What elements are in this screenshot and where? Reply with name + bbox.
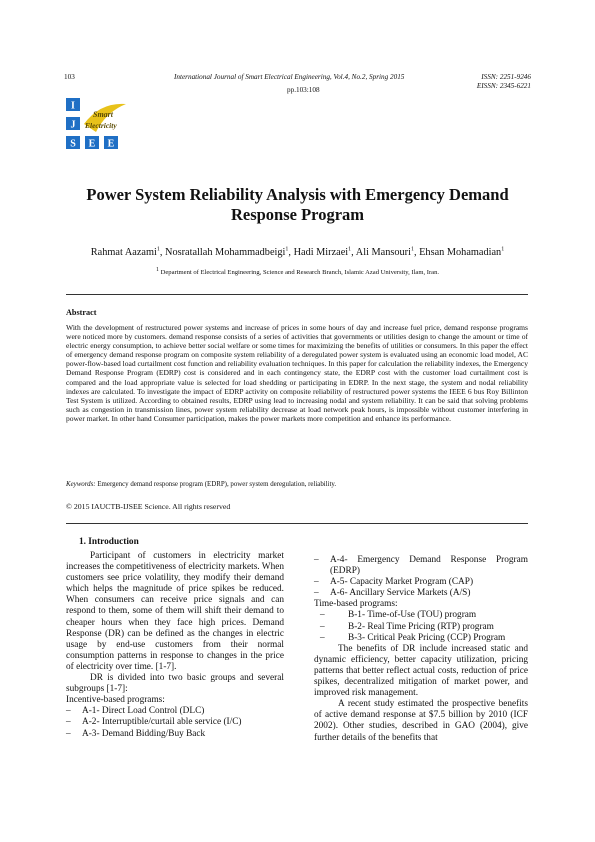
page-number: 103	[64, 73, 75, 81]
author-sup: 1	[156, 246, 160, 253]
page-range: pp.103:108	[287, 86, 320, 94]
author: Ehsan Mohamadian	[419, 247, 502, 258]
list-item	[314, 588, 528, 599]
author-sup: 1	[501, 246, 505, 253]
list-item-text: A-3- Demand Bidding/Buy Back	[82, 728, 206, 739]
list-item	[66, 717, 284, 728]
list-item-text: B-1- Time-of-Use (TOU) program	[348, 610, 477, 621]
copyright: © 2015 IAUCTB-IJSEE Science. All rights reserved	[66, 502, 231, 511]
logo-letter-j: J	[70, 119, 76, 131]
keywords-label: Keywords:	[66, 481, 96, 488]
divider-top	[66, 294, 528, 295]
logo-letter-e2: E	[107, 138, 115, 150]
section-heading: 1. Introduction	[79, 537, 139, 547]
author: Nosratallah Mohammadbeigi	[165, 247, 286, 258]
author: Ali Mansouri	[355, 247, 411, 258]
paragraph: Participant of customers in electricity market increases the competitiveness of electricity markets. When customers see price volatility, they modify their demand which helps the magnitude of price spikes be reduced. When consumers can receive price signals and can respond to them, some of them will shift their demand to cheaper hours when they face high prices. Demand Response (DR) can be defined as the changes in electric usage by end-use customers from their normal consumption patterns in response to changes in the price of electricity over time. [1-7].	[66, 551, 284, 672]
list-label: Time-based programs:	[314, 599, 398, 610]
affiliation-sup: 1	[155, 266, 159, 273]
list-dash: –	[66, 706, 71, 717]
list-item-text: B-2- Real Time Pricing (RTP) program	[348, 621, 494, 632]
paper-title: Power System Reliability Analysis with Emergency Demand Response Program	[86, 185, 509, 224]
list-dash: –	[314, 577, 319, 588]
logo-letter-i: I	[71, 100, 75, 112]
list-item	[66, 729, 284, 740]
author-sup: 1	[410, 246, 414, 253]
list-item	[314, 633, 528, 644]
list-dash: –	[314, 588, 319, 599]
paragraph: A recent study estimated the prospective benefits of active demand response at $7.5 billion by 2010 (ICF 2002). Other studies, described in GAO (2004), give further details of the benefits that	[314, 699, 528, 743]
list-dash: –	[320, 632, 325, 643]
author: Hadi Mirzaei	[293, 247, 349, 258]
list-dash: –	[320, 610, 325, 621]
author: Rahmat Aazami	[90, 247, 157, 258]
list-dash: –	[320, 621, 325, 632]
issn: ISSN: 2251-9246	[481, 73, 531, 81]
keywords-text: Emergency demand response program (EDRP), power system deregulation, reliability.	[97, 481, 337, 488]
abstract-heading: Abstract	[66, 308, 97, 317]
paragraph: The benefits of DR include increased static and dynamic efficiency, better capacity utilization, pricing patterns that better reflect actual costs, reduction of price spikes, decentralized mitigation of market power, and improved risk management.	[314, 643, 528, 699]
eissn: EISSN: 2345-6221	[476, 82, 531, 90]
list-item	[314, 555, 528, 577]
list-item	[66, 706, 284, 717]
list-item-text: B-3- Critical Peak Pricing (CCP) Program	[348, 632, 506, 643]
logo-word-smart: Smart	[93, 110, 114, 119]
list-dash: –	[66, 728, 71, 739]
abstract-text: With the development of restructured power systems and increase of prices in some hours of day and increase fuel price, demand response programs were noticed more by customers. demand response consists of a series of activities that governments or utilities design to change the amount or time of electric energy consumption, to achieve better social welfare or some times for maximizing the benefits of utilities or consumers. In this paper the effect of emergency demand response program on composite system reliability of a deregulated power system is evaluated using an economic load model, AC power-flow-based load curtailment cost function and reliability evaluation techniques. In this paper for calculation the reliability indexes, the Emergency Demand Response Program (EDRP) cost is considered and in each contingency state, the EDRP cost with the customer load curtailment cost is compared and the load appropriate value is selected for load shedding or participating in EDRP. In the next stage, the system and nodal reliability indexes are calculated. To investigate the impact of EDRP activity on composite reliability of restructured power systems the IEEE 6 bus Roy Billinton Test System is utilized. According to obtained results, EDRP using lead to increasing nodal and system reliability. It can be said that solving problems such as congestion in transmission lines, power system reliability decrease at load network peak hours, is impossible without customer interfering in power market. In other hand Consumer participation, makes the power markets more competition and enhance its performance.	[66, 323, 529, 423]
list-item-text: A-5- Capacity Market Program (CAP)	[330, 577, 474, 588]
logo-letter-s: S	[70, 138, 76, 150]
list-item	[314, 622, 528, 633]
paragraph: DR is divided into two basic groups and several subgroups [1-7]:	[66, 673, 284, 695]
list-item-text: A-6- Ancillary Service Markets (A/S)	[330, 588, 471, 599]
list-item-text: A-2- Interruptible/curtail able service (I/C)	[82, 717, 242, 728]
list-item	[314, 610, 528, 621]
logo-letter-e1: E	[88, 138, 96, 150]
affiliation	[40, 266, 555, 276]
journal-logo	[66, 98, 128, 153]
column-right	[314, 555, 528, 744]
column-left	[66, 551, 284, 740]
list-item	[314, 577, 528, 588]
affiliation-text: Department of Electrical Engineering, Science and Research Branch, Islamic Azad University, Ilam, Iran.	[160, 269, 440, 276]
list-item-text: A-1- Direct Load Control (DLC)	[82, 706, 205, 717]
list-label: Incentive-based programs:	[66, 695, 165, 706]
journal-title: International Journal of Smart Electrical Engineering, Vol.4, No.2, Spring 2015	[174, 73, 405, 81]
divider-bottom	[66, 523, 528, 524]
author-sup: 1	[285, 246, 289, 253]
list-dash: –	[66, 717, 71, 728]
list-dash: –	[314, 555, 319, 565]
logo-word-electricity: Electricity	[85, 121, 117, 130]
list-item-text: A-4- Emergency Demand Response Program (EDRP)	[330, 555, 528, 577]
issn-block	[477, 73, 531, 91]
keywords	[66, 481, 528, 488]
author-sup: 1	[348, 246, 352, 253]
author-list: Rahmat Aazami$^1$, Nosratallah Mohammadbeigi$^1$, Hadi Mirzaei$^1$, Ali Mansouri$^1$, Ehsan Mohamadian$^1$	[90, 246, 505, 258]
